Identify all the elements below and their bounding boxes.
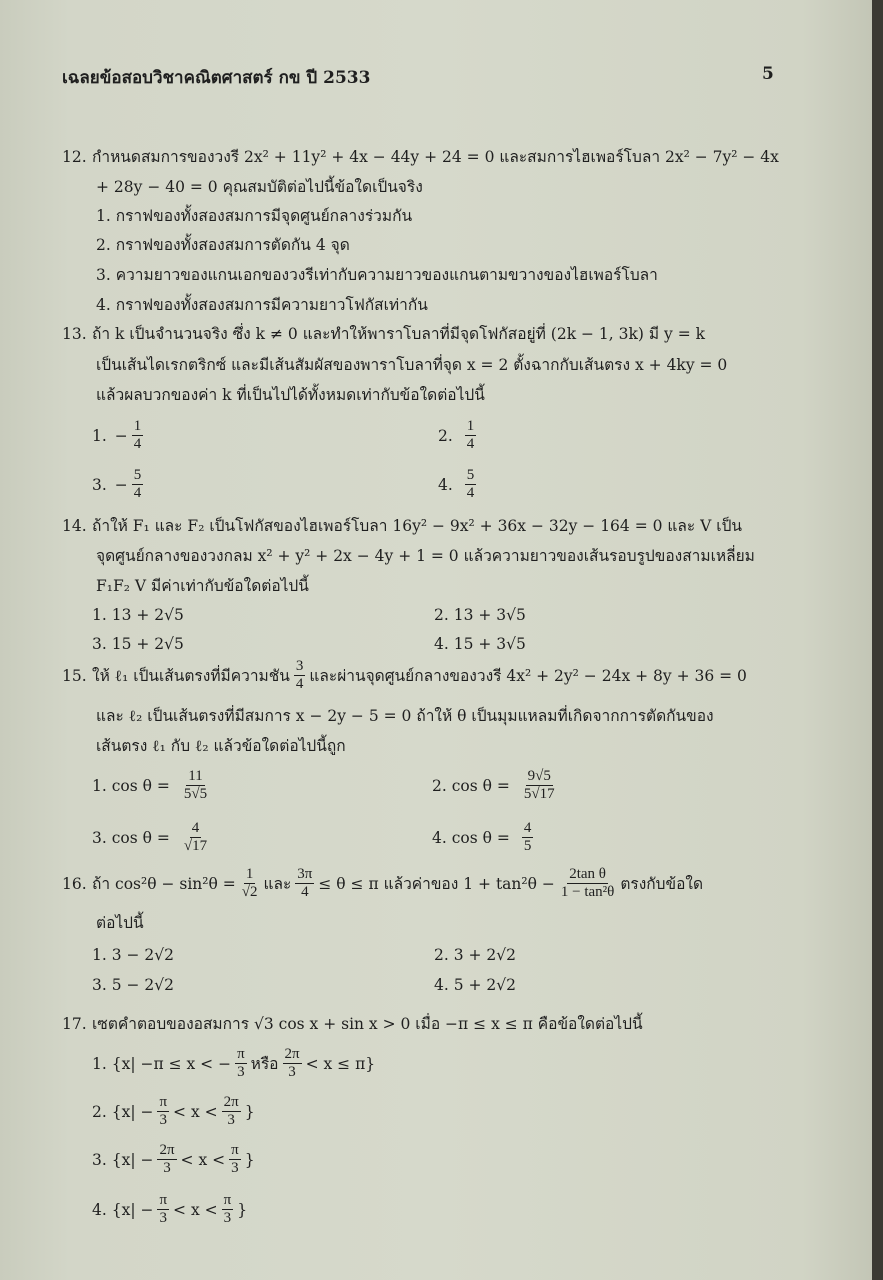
q17-choice-2: 2. {x| − $\frac{\pi}{3}$ < x < $\frac{2\pi}{3}$ } — [92, 1094, 255, 1128]
q15-line1: 15. ให้ ℓ₁ เป็นเส้นตรงที่มีความชัน $\frac{3}{4}$ และผ่านจุดศูนย์กลางของวงรี 4x² + 2y² − 24x + 8y + 36 = 0 — [62, 658, 747, 692]
book-edge — [872, 0, 883, 1280]
q15-choice-1: 1. cos θ = $\frac{11}{5√5}$ — [92, 768, 208, 802]
q13-choice-3: 3. − $\frac{5}{4}$ — [92, 467, 142, 501]
q17-choice-4: 4. {x| − $\frac{\pi}{3}$ < x < $\frac{\pi}{3}$ } — [92, 1192, 248, 1226]
q14-line3: F₁F₂ V มีค่าเท่ากับข้อใดต่อไปนี้ — [96, 577, 309, 595]
q13-choice-4: 4. $\frac{5}{4}$ — [438, 467, 475, 501]
q14-line2: จุดศูนย์กลางของวงกลม x² + y² + 2x − 4y + 1 = 0 แล้วความยาวของเส้นรอบรูปของสามเหลี่ยม — [96, 547, 755, 565]
q16-line2: ต่อไปนี้ — [96, 914, 144, 932]
q15-line2: และ ℓ₂ เป็นเส้นตรงที่มีสมการ x − 2y − 5 = 0 ถ้าให้ θ เป็นมุมแหลมที่เกิดจากการตัดกันของ — [96, 707, 714, 725]
q16-choice-3: 3. 5 − 2√2 — [92, 976, 175, 994]
q14-choice-2: 2. 13 + 3√5 — [434, 606, 526, 624]
q14-choice-4: 4. 15 + 3√5 — [434, 635, 526, 653]
q17-line1: 17. เซตคำตอบของอสมการ √3 cos x + sin x > 0 เมื่อ −π ≤ x ≤ π คือข้อใดต่อไปนี้ — [62, 1015, 643, 1033]
page-header-title: เฉลยข้อสอบวิชาคณิตศาสตร์ กข ปี 2533 — [62, 68, 371, 88]
q16-choice-1: 1. 3 − 2√2 — [92, 946, 175, 964]
q13-line2: เป็นเส้นไดเรกตริกซ์ และมีเส้นสัมผัสของพาราโบลาที่จุด x = 2 ตั้งฉากกับเส้นตรง x + 4ky = 0 — [96, 356, 728, 374]
q15-choice-3: 3. cos θ = $\frac{4}{√17}$ — [92, 820, 208, 854]
q15-choice-2: 2. cos θ = $\frac{9√5}{5√17}$ — [432, 768, 555, 802]
q13-choice-2: 2. $\frac{1}{4}$ — [438, 418, 475, 452]
q17-choice-1: 1. {x| −π ≤ x < − $\frac{\pi}{3}$ หรือ $\frac{2\pi}{3}$ < x ≤ π} — [92, 1046, 376, 1080]
q12-choice-3: 3. ความยาวของแกนเอกของวงรีเท่ากับความยาวของแกนตามขวางของไฮเพอร์โบลา — [96, 266, 658, 284]
q12-choice-2: 2. กราฟของทั้งสองสมการตัดกัน 4 จุด — [96, 236, 350, 254]
q14-line1: 14. ถ้าให้ F₁ และ F₂ เป็นโฟกัสของไฮเพอร์โบลา 16y² − 9x² + 36x − 32y − 164 = 0 และ V เป็น — [62, 517, 743, 535]
page-number: 5 — [762, 64, 774, 84]
q13-line1: 13. ถ้า k เป็นจำนวนจริง ซึ่ง k ≠ 0 และทำให้พาราโบลาที่มีจุดโฟกัสอยู่ที่ (2k − 1, 3k) มี y = k — [62, 325, 706, 343]
q17-choice-3: 3. {x| − $\frac{2\pi}{3}$ < x < $\frac{\pi}{3}$ } — [92, 1142, 255, 1176]
q16-line1: 16. ถ้า cos²θ − sin²θ = $\frac{1}{√2}$ และ $\frac{3\pi}{4}$ ≤ θ ≤ π แล้วค่าของ 1 + tan²θ − $\frac{\text{2tan θ}}{\text{1 − tan²θ}}$ ตรงกับข้อใด — [62, 866, 704, 900]
q14-choice-1: 1. 13 + 2√5 — [92, 606, 184, 624]
q14-choice-3: 3. 15 + 2√5 — [92, 635, 184, 653]
q13-choice-1: 1. − $\frac{1}{4}$ — [92, 418, 142, 452]
q16-choice-4: 4. 5 + 2√2 — [434, 976, 517, 994]
q16-choice-2: 2. 3 + 2√2 — [434, 946, 517, 964]
q15-choice-4: 4. cos θ = $\frac{4}{5}$ — [432, 820, 532, 854]
q13-line3: แล้วผลบวกของค่า k ที่เป็นไปได้ทั้งหมดเท่ากับข้อใดต่อไปนี้ — [96, 386, 485, 404]
q12-choice-1: 1. กราฟของทั้งสองสมการมีจุดศูนย์กลางร่วมกัน — [96, 207, 413, 225]
q12-line1: 12. กำหนดสมการของวงรี 2x² + 11y² + 4x − 44y + 24 = 0 และสมการไฮเพอร์โบลา 2x² − 7y² − 4x — [62, 148, 779, 166]
q15-line3: เส้นตรง ℓ₁ กับ ℓ₂ แล้วข้อใดต่อไปนี้ถูก — [96, 737, 346, 755]
q12-choice-4: 4. กราฟของทั้งสองสมการมีความยาวโฟกัสเท่ากัน — [96, 296, 428, 314]
q12-line2: + 28y − 40 = 0 คุณสมบัติต่อไปนี้ข้อใดเป็นจริง — [96, 178, 423, 196]
